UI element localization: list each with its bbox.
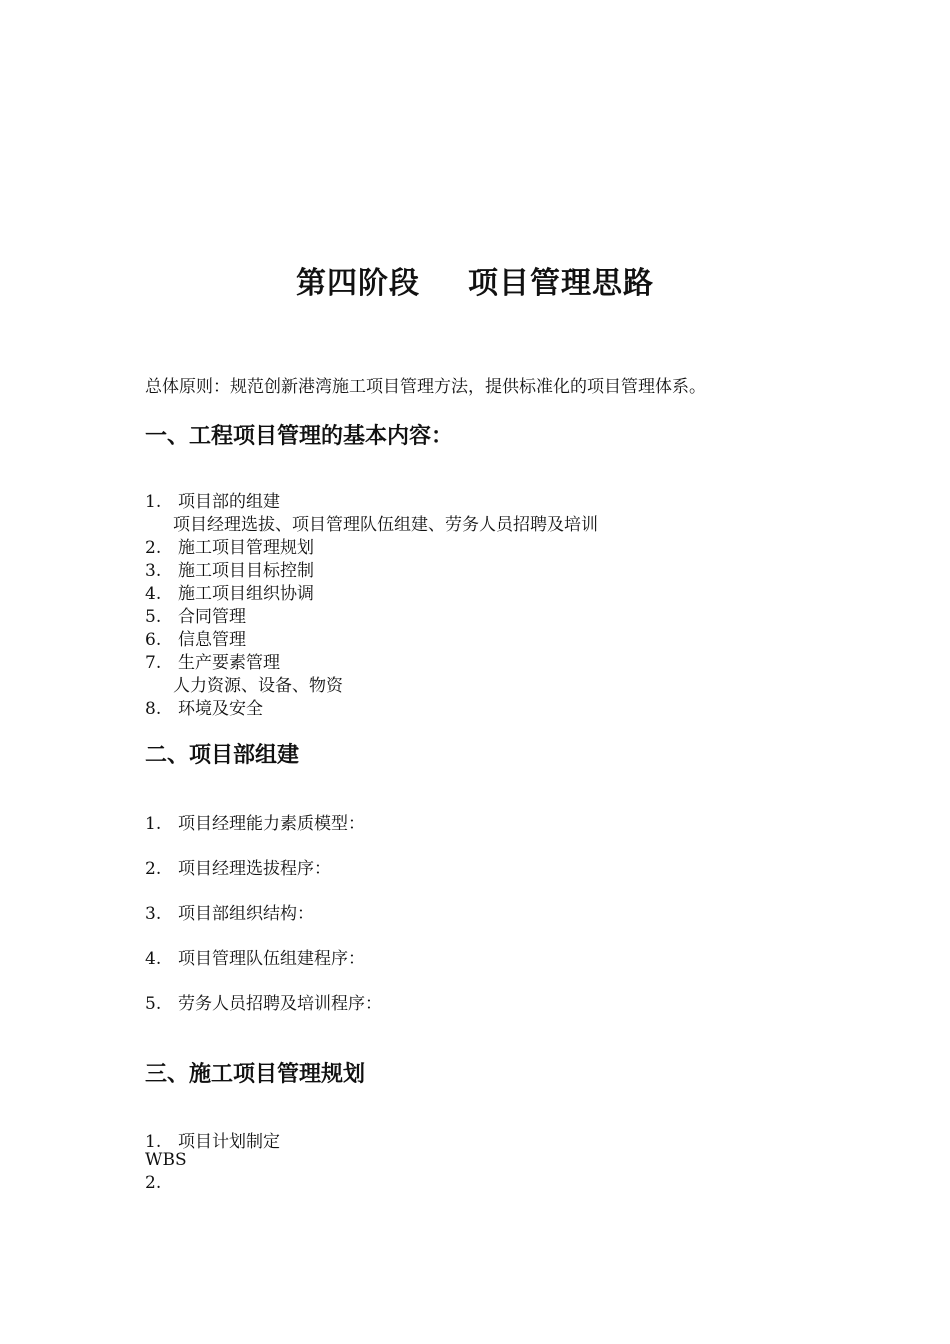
item-subtext: 项目经理选拔、项目管理队伍组建、劳务人员招聘及培训 xyxy=(173,515,598,535)
section3-heading: 三、施工项目管理规划 xyxy=(145,1062,366,1087)
item-text: 合同管理 xyxy=(178,607,246,627)
list-item xyxy=(145,579,314,604)
section2-heading: 二、项目部组建 xyxy=(145,743,300,768)
list-item xyxy=(145,487,280,512)
list-item-number-only: 2. xyxy=(145,1173,162,1193)
item-text: 施工项目管理规划 xyxy=(178,538,314,558)
wbs-line: WBS xyxy=(145,1150,187,1170)
item-number: 1. xyxy=(145,492,162,512)
list-item xyxy=(145,854,331,879)
item-number: 3. xyxy=(145,561,162,581)
item-text: 项目部的组建 xyxy=(178,492,280,512)
item-text: 劳务人员招聘及培训程序： xyxy=(178,994,382,1014)
item-number: 5. xyxy=(145,994,162,1014)
list-item xyxy=(145,899,314,924)
item-text: 项目经理能力素质模型： xyxy=(178,814,365,834)
title-stage: 第四阶段 xyxy=(296,266,420,301)
item-number: 1. xyxy=(145,1132,162,1152)
principle-paragraph: 总体原则：规范创新港湾施工项目管理方法，提供标准化的项目管理体系。 xyxy=(145,377,706,397)
page-title xyxy=(0,258,950,302)
item-number: 8. xyxy=(145,699,162,719)
item-text: 项目部组织结构： xyxy=(178,904,314,924)
item-text: 项目经理选拔程序： xyxy=(178,859,331,879)
item-subtext: 人力资源、设备、物资 xyxy=(173,676,343,696)
item-number: 7. xyxy=(145,653,162,673)
list-item xyxy=(145,989,382,1014)
title-topic: 项目管理思路 xyxy=(468,266,654,301)
section1-heading: 一、工程项目管理的基本内容： xyxy=(145,424,454,449)
item-text: 施工项目目标控制 xyxy=(178,561,314,581)
list-item xyxy=(145,944,365,969)
list-item xyxy=(145,694,263,719)
item-text: 项目管理队伍组建程序： xyxy=(178,949,365,969)
list-item xyxy=(145,648,280,673)
item-text: 环境及安全 xyxy=(178,699,263,719)
item-number: 4. xyxy=(145,949,162,969)
item-number: 2. xyxy=(145,859,162,879)
item-text: 信息管理 xyxy=(178,630,246,650)
item-number: 1. xyxy=(145,814,162,834)
item-number: 3. xyxy=(145,904,162,924)
item-number: 2. xyxy=(145,538,162,558)
list-item xyxy=(145,1127,280,1152)
list-item xyxy=(145,625,246,650)
item-text: 生产要素管理 xyxy=(178,653,280,673)
list-item xyxy=(145,809,365,834)
list-item xyxy=(145,533,314,558)
list-item xyxy=(145,556,314,581)
item-number: 5. xyxy=(145,607,162,627)
item-text: 施工项目组织协调 xyxy=(178,584,314,604)
list-item xyxy=(145,602,246,627)
item-text: 项目计划制定 xyxy=(178,1132,280,1152)
item-number: 6. xyxy=(145,630,162,650)
item-number: 4. xyxy=(145,584,162,604)
